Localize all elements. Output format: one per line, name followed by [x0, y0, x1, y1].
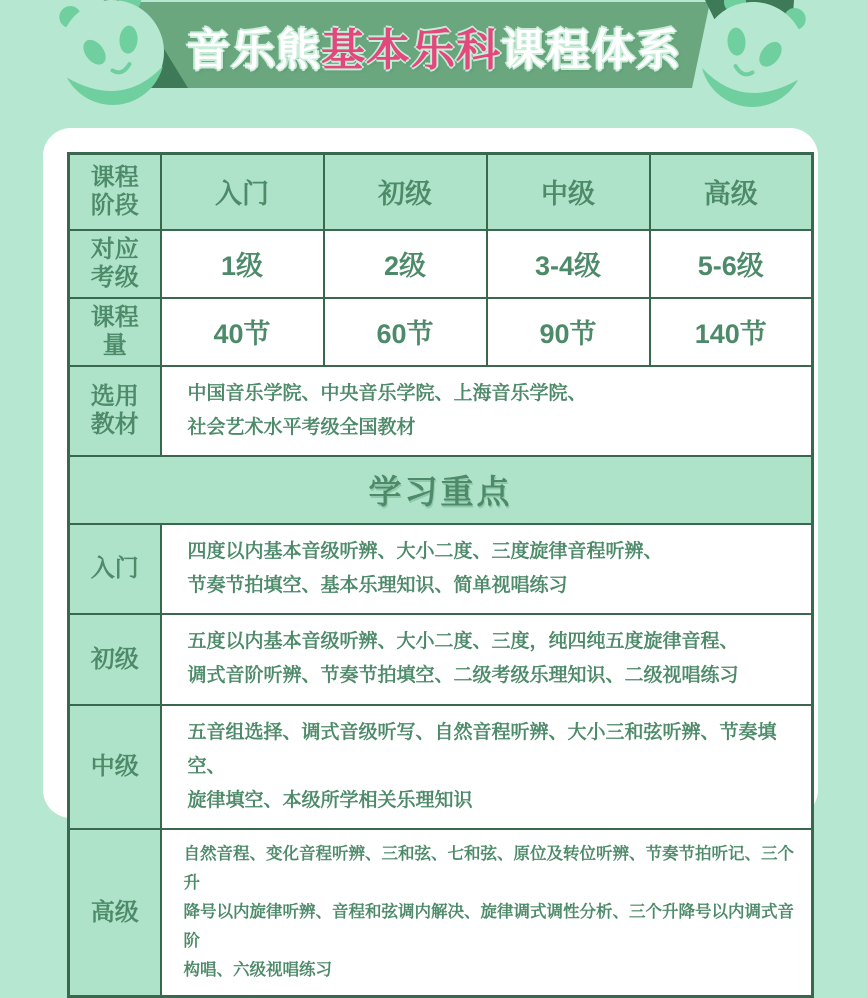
table-row-section	[69, 456, 813, 524]
title-suffix: 课程体系	[501, 26, 681, 75]
table-row-stage	[69, 154, 813, 230]
banner	[0, 0, 867, 112]
page-title	[0, 0, 867, 92]
focus-cell	[161, 524, 813, 614]
row-label: 选用教材	[69, 366, 161, 456]
focus-line: 节奏节拍填空、基本乐理知识、简单视唱练习	[187, 575, 568, 597]
content-card	[43, 128, 818, 979]
volume-cell: 140节	[650, 298, 813, 366]
focus-line: 自然音程、变化音程听辨、三和弦、七和弦、原位及转位听辨、节奏节拍听记、三个升	[183, 845, 794, 893]
volume-cell: 90节	[487, 298, 650, 366]
stage-cell: 中级	[487, 154, 650, 230]
row-label: 入门	[69, 524, 161, 614]
table-row-focus	[69, 614, 813, 704]
focus-line: 五度以内基本音级听辨、大小二度、三度，纯四纯五度旋律音程、	[187, 631, 739, 653]
volume-cell: 40节	[161, 298, 324, 366]
title-highlight: 基本乐科	[321, 26, 501, 75]
focus-line: 降号以内旋律听辨、音程和弦调内解决、旋律调式调性分析、三个升降号以内调式音阶	[183, 902, 794, 950]
focus-line: 调式音阶听辨、节奏节拍填空、二级考级乐理知识、二级视唱练习	[187, 665, 739, 687]
row-label: 课程量	[69, 298, 161, 366]
exam-cell: 2级	[324, 230, 487, 298]
table-row-focus	[69, 705, 813, 830]
table-row-focus	[69, 829, 813, 996]
table-row-focus	[69, 524, 813, 614]
textbook-line: 中国音乐学院、中央音乐学院、上海音乐学院、	[187, 382, 587, 404]
exam-cell: 5-6级	[650, 230, 813, 298]
textbook-cell	[161, 366, 813, 456]
exam-cell: 3-4级	[487, 230, 650, 298]
focus-cell	[161, 614, 813, 704]
focus-line: 四度以内基本音级听辨、大小二度、三度旋律音程听辨、	[187, 540, 663, 562]
textbook-line: 社会艺术水平考级全国教材	[187, 416, 416, 438]
focus-cell	[161, 829, 813, 996]
table-row-textbook	[69, 366, 813, 456]
course-table	[67, 152, 814, 998]
stage-cell: 高级	[650, 154, 813, 230]
row-label: 对应考级	[69, 230, 161, 298]
row-label: 中级	[69, 705, 161, 830]
table-row-exam	[69, 230, 813, 298]
section-header: 学习重点	[69, 456, 813, 524]
focus-line: 构唱、六级视唱练习	[183, 960, 332, 979]
row-label: 初级	[69, 614, 161, 704]
focus-line: 五音组选择、调式音级听写、自然音程听辨、大小三和弦听辨、节奏填空、	[187, 721, 777, 777]
stage-cell: 初级	[324, 154, 487, 230]
row-label: 课程阶段	[69, 154, 161, 230]
title-prefix: 音乐熊	[186, 26, 321, 75]
exam-cell: 1级	[161, 230, 324, 298]
table-row-volume	[69, 298, 813, 366]
focus-line: 旋律填空、本级所学相关乐理知识	[187, 790, 473, 811]
focus-cell	[161, 705, 813, 830]
volume-cell: 60节	[324, 298, 487, 366]
row-label: 高级	[69, 829, 161, 996]
stage-cell: 入门	[161, 154, 324, 230]
